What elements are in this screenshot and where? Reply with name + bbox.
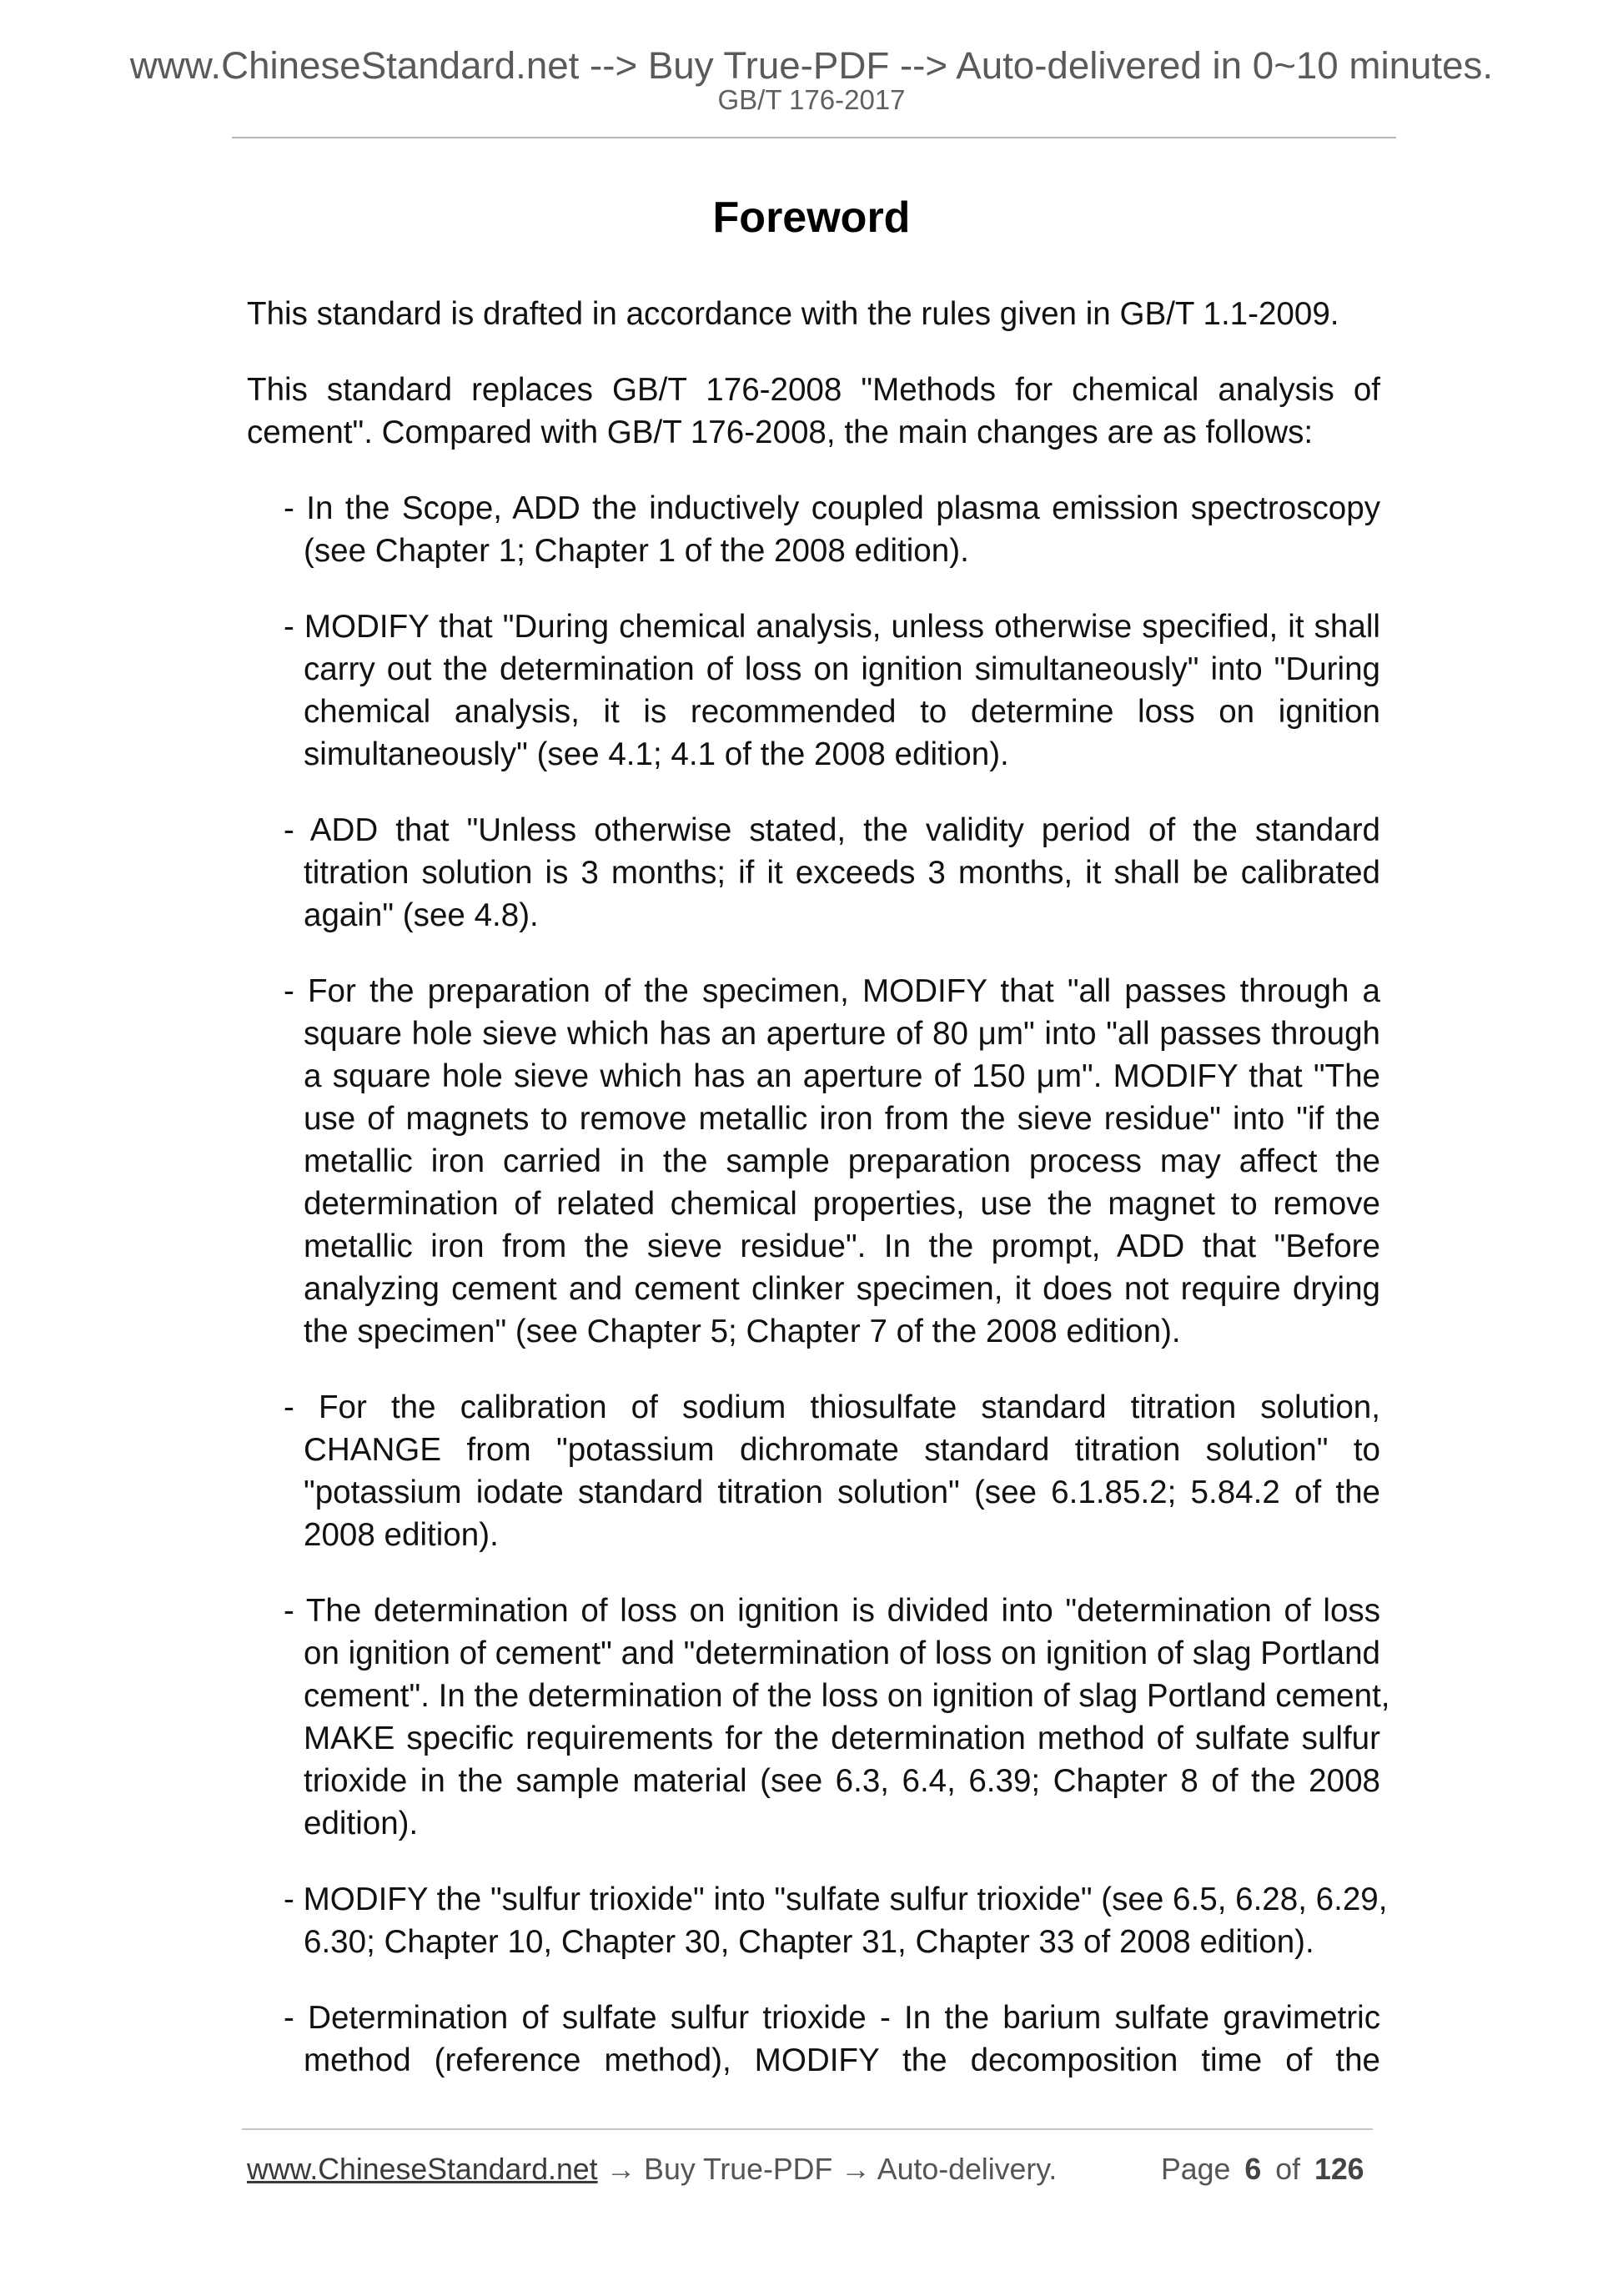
intro-paragraph: [247, 369, 1380, 454]
standard-code-header: GB/T 176-2017: [717, 84, 906, 115]
change-item-line: use of magnets to remove metallic iron from the sieve residue" into "if the: [304, 1101, 1380, 1137]
change-item-line: on ignition of cement" and "determination of loss on ignition of slag Portland: [304, 1635, 1380, 1671]
change-item-line: carry out the determination of loss on ignition simultaneously" into "During: [304, 651, 1380, 687]
change-item: [284, 605, 1380, 776]
change-item-line: edition).: [304, 1806, 419, 1841]
change-item: [284, 487, 1380, 572]
change-item-line: analyzing cement and cement clinker specimen, it does not require drying: [304, 1271, 1380, 1307]
change-item-line: titration solution is 3 months; if it exceeds 3 months, it shall be calibrated: [304, 855, 1380, 891]
intro-paragraph: [247, 293, 1380, 335]
change-item-line: metallic iron carried in the sample preparation process may affect the: [304, 1143, 1380, 1179]
page-of-label: of: [1275, 2153, 1300, 2186]
change-item-line: 6.30; Chapter 10, Chapter 30, Chapter 31, Chapter 33 of 2008 edition).: [304, 1924, 1314, 1960]
page-title: Foreword: [712, 193, 911, 242]
change-item-line: method (reference method), MODIFY the decomposition time of the: [304, 2042, 1380, 2078]
footer-site-link[interactable]: www.ChineseStandard.net: [247, 2153, 598, 2186]
intro-paragraph-line: This standard is drafted in accordance with the rules given in GB/T 1.1-2009.: [247, 296, 1339, 332]
change-item: [284, 1878, 1388, 1963]
footer-divider: [242, 2128, 1373, 2130]
change-item-line: chemical analysis, it is recommended to determine loss on ignition: [304, 694, 1380, 730]
page-indicator: [1161, 2152, 1364, 2187]
change-item-line: again" (see 4.8).: [304, 897, 539, 933]
change-item-line: CHANGE from "potassium dichromate standard titration solution" to: [304, 1432, 1380, 1468]
change-item: [284, 1386, 1380, 1556]
change-item-line: MAKE specific requirements for the determination method of sulfate sulfur: [304, 1721, 1380, 1756]
change-item-line: the specimen" (see Chapter 5; Chapter 7 of the 2008 edition).: [304, 1314, 1181, 1349]
change-item-line: "potassium iodate standard titration solution" (see 6.1.85.2; 5.84.2 of the: [304, 1475, 1380, 1510]
header-divider: [232, 137, 1396, 138]
change-item-line: a square hole sieve which has an aperture of 150 μm". MODIFY that "The: [304, 1058, 1380, 1094]
change-item-line: - In the Scope, ADD the inductively coupled plasma emission spectroscopy: [284, 490, 1380, 526]
change-item-line: - The determination of loss on ignition is divided into "determination of loss: [284, 1593, 1380, 1629]
current-page-number: 6: [1244, 2153, 1262, 2186]
change-item-line: - MODIFY the "sulfur trioxide" into "sulfate sulfur trioxide" (see 6.5, 6.28, 6.29,: [284, 1882, 1388, 1917]
change-item-line: - For the preparation of the specimen, MODIFY that "all passes through a: [284, 973, 1380, 1009]
change-item-line: 2008 edition).: [304, 1517, 499, 1553]
change-item-line: square hole sieve which has an aperture of 80 μm" into "all passes through: [304, 1016, 1380, 1052]
intro-paragraph-line: cement". Compared with GB/T 176-2008, the main changes are as follows:: [247, 414, 1314, 450]
footer-tagline: → Buy True-PDF → Auto-delivery.: [605, 2153, 1058, 2186]
change-item-line: - Determination of sulfate sulfur trioxide - In the barium sulfate gravimetric: [284, 2000, 1380, 2036]
page-label: Page: [1161, 2153, 1231, 2186]
change-item-line: trioxide in the sample material (see 6.3, 6.4, 6.39; Chapter 8 of the 2008: [304, 1763, 1380, 1799]
change-item-line: cement". In the determination of the loss on ignition of slag Portland cement,: [304, 1678, 1390, 1714]
change-item: [284, 809, 1380, 937]
change-item-line: (see Chapter 1; Chapter 1 of the 2008 edition).: [304, 533, 969, 569]
intro-paragraph-line: This standard replaces GB/T 176-2008 "Methods for chemical analysis of: [247, 372, 1380, 408]
change-item-line: - For the calibration of sodium thiosulfate standard titration solution,: [284, 1389, 1380, 1425]
total-pages-number: 126: [1314, 2153, 1364, 2186]
change-item-line: simultaneously" (see 4.1; 4.1 of the 2008 edition).: [304, 736, 1009, 772]
foreword-body: [247, 293, 1390, 2082]
change-item: [284, 970, 1380, 1353]
footer-promo: [247, 2152, 1057, 2187]
change-item-line: determination of related chemical properties, use the magnet to remove: [304, 1186, 1380, 1222]
change-item-line: metallic iron from the sieve residue". In the prompt, ADD that "Before: [304, 1228, 1380, 1264]
change-item: [284, 1997, 1380, 2082]
change-item-line: - MODIFY that "During chemical analysis, unless otherwise specified, it shall: [284, 609, 1380, 645]
change-item-line: - ADD that "Unless otherwise stated, the validity period of the standard: [284, 812, 1380, 848]
watermark-banner: www.ChineseStandard.net --> Buy True-PDF --> Auto-delivered in 0~10 minutes.: [129, 44, 1494, 87]
change-item: [284, 1590, 1390, 1845]
